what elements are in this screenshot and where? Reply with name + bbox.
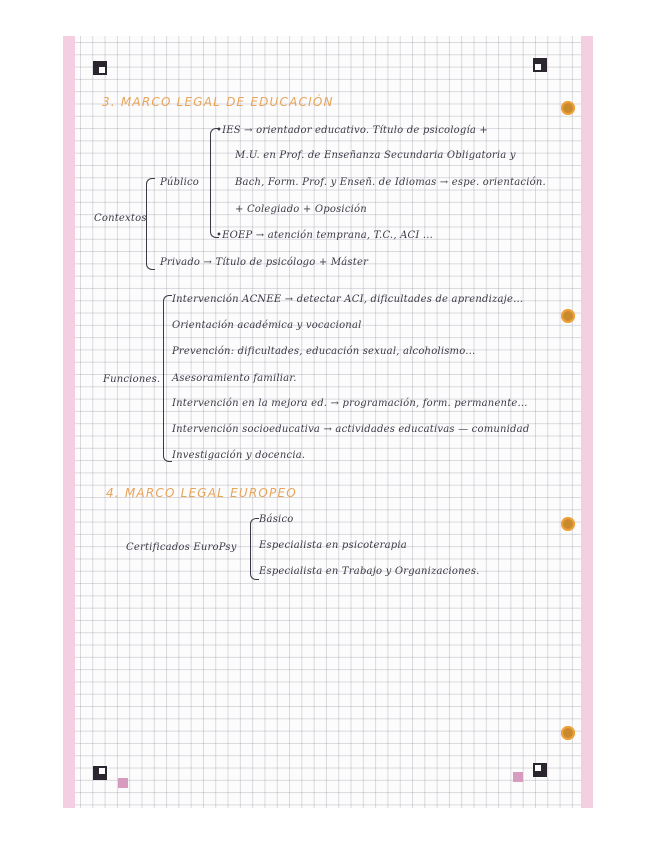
contexts-brace (146, 178, 155, 270)
punch-hole-3 (561, 517, 575, 531)
publico-line-4: + Colegiado + Oposición (235, 204, 367, 215)
publico-brace (210, 128, 219, 238)
funciones-line-2: Orientación académica y vocacional (172, 320, 362, 331)
privado-line: Privado → Título de psicólogo + Máster (160, 257, 369, 268)
cert-line-1: Básico (259, 514, 294, 525)
publico-line-2: M.U. en Prof. de Enseñanza Secundaria Obligatoria y (235, 150, 516, 161)
funciones-line-3: Prevención: dificultades, educación sexual, alcoholismo... (172, 346, 476, 357)
publico-label: Público (160, 177, 199, 188)
corner-marker-top-right (533, 58, 547, 72)
funciones-line-4: Asesoramiento familiar. (172, 373, 297, 384)
pink-square-bottom-left (118, 778, 128, 788)
punch-hole-4 (561, 726, 575, 740)
publico-line-5: •EOEP → atención temprana, T.C., ACI ... (216, 230, 434, 241)
funciones-line-1: Intervención ACNEE → detectar ACI, dificultades de aprendizaje... (172, 294, 524, 305)
funciones-line-7: Investigación y docencia. (172, 450, 306, 461)
pink-square-bottom-right (513, 772, 523, 782)
corner-marker-bottom-right (533, 763, 547, 777)
section-4-heading: 4. MARCO LEGAL EUROPEO (106, 486, 297, 500)
contexts-label: Contextos (94, 213, 147, 224)
publico-line-3: Bach, Form. Prof. y Enseñ. de Idiomas → espe. orientación. (235, 177, 546, 188)
publico-line-1: •IES → orientador educativo. Título de psicología + (216, 125, 488, 136)
cert-line-2: Especialista en psicoterapia (259, 540, 407, 551)
corner-marker-top-left (93, 61, 107, 75)
section-3-heading: 3. MARCO LEGAL DE EDUCACIÓN (102, 95, 334, 109)
funciones-brace (163, 295, 172, 462)
corner-marker-bottom-left (93, 766, 107, 780)
cert-line-3: Especialista en Trabajo y Organizaciones. (259, 566, 480, 577)
funciones-line-5: Intervención en la mejora ed. → programación, form. permanente... (172, 398, 528, 409)
funciones-label: Funciones. (103, 374, 161, 385)
punch-hole-2 (561, 309, 575, 323)
certificados-brace (250, 518, 259, 580)
punch-hole-1 (561, 101, 575, 115)
certificados-label: Certificados EuroPsy (126, 542, 237, 553)
funciones-line-6: Intervención socioeducativa → actividades educativas — comunidad (172, 424, 530, 435)
